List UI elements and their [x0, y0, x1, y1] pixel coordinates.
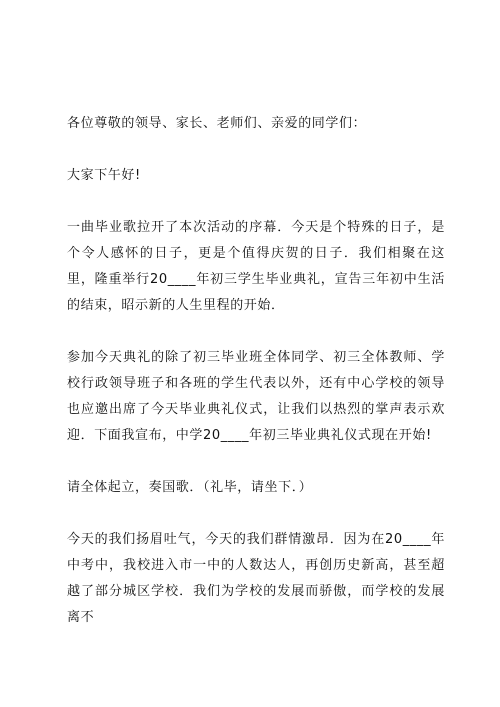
anthem-paragraph: 请全体起立，奏国歌．（礼毕，请坐下．） [67, 480, 313, 495]
greeting-paragraph: 大家下午好! [67, 168, 141, 183]
attendees-paragraph: 参加今天典礼的除了初三毕业班全体同学、初三全体教师、学校行政领导班子和各班的学生代表以外，还有中心学校的领导也应邀出席了今天毕业典礼仪式，让我们以热烈的掌声表示欢迎．下面我宣布，中学20____年初三毕业典礼仪式现在开始! [67, 350, 445, 443]
salutation-paragraph: 各位尊敬的领导、家长、老师们、亲爱的同学们： [67, 116, 367, 131]
document-body [67, 111, 445, 631]
opening-paragraph: 一曲毕业歌拉开了本次活动的序幕．今天是个特殊的日子，是个令人感怀的日子，更是个值得庆贺的日子．我们相聚在这里，隆重举行20____年初三学生毕业典礼，宣告三年初中生活的结束，昭示新的人生里程的开始． [67, 220, 445, 313]
achievement-paragraph: 今天的我们扬眉吐气，今天的我们群情激昂．因为在20____年中考中，我校进入市一中的人数达人，再创历史新高，甚至超越了部分城区学校．我们为学校的发展而骄傲，而学校的发展离不 [67, 532, 445, 625]
